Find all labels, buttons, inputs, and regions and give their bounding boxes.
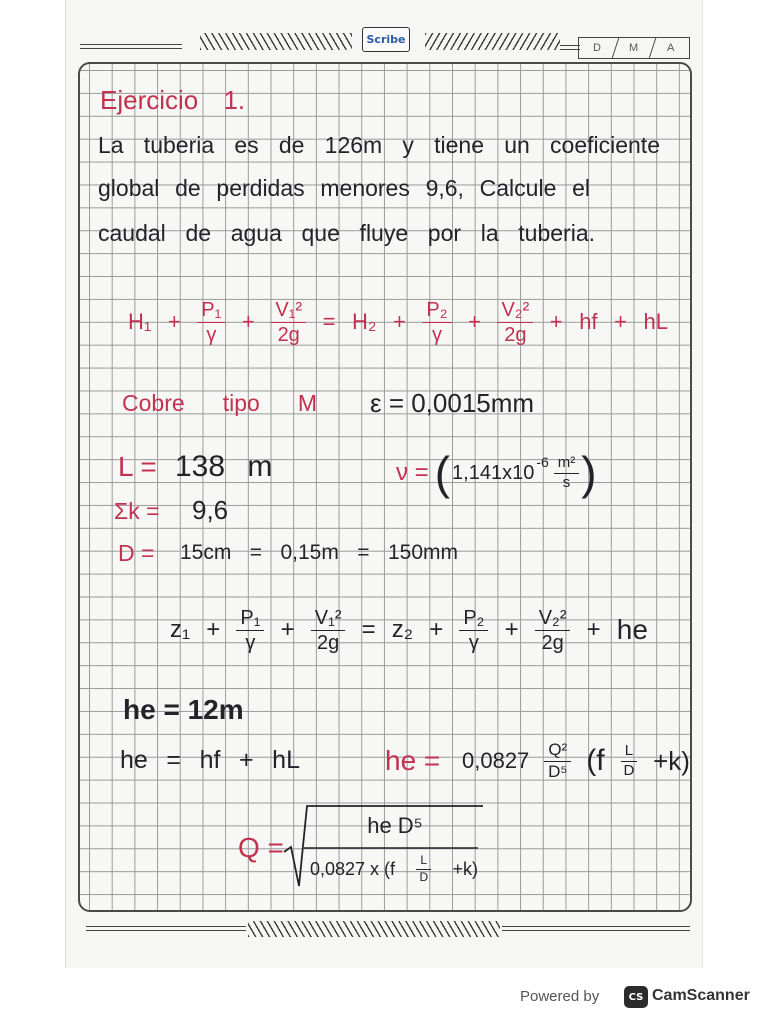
flow-denominator	[310, 852, 478, 886]
fraction-denominator: 2g	[277, 323, 300, 346]
equals-operator: =	[322, 309, 336, 334]
velocity-head-fraction	[271, 299, 306, 346]
plus-operator: +	[167, 309, 181, 334]
roughness-value: ε = 0,0015mm	[370, 388, 535, 418]
equals-operator: =	[361, 616, 376, 643]
close-paren: )	[581, 447, 597, 499]
pressure-head-fraction	[197, 299, 225, 346]
header-slash-band-right	[425, 33, 560, 50]
diameter-value: 15cm = 0,15m = 150mm	[180, 541, 458, 564]
header-rule-right	[560, 45, 580, 50]
velocity-head-fraction	[497, 299, 533, 346]
denominator-right: +k)	[452, 858, 478, 879]
viscosity-expression	[396, 442, 597, 504]
equation-term: hL	[643, 309, 668, 334]
fraction-numerator: V₁²	[271, 299, 306, 323]
diameter-symbol: D =	[118, 540, 155, 566]
total-head-loss: he = 12m	[123, 694, 244, 725]
fraction-numerator: V₂²	[497, 299, 533, 323]
plus-operator: +	[549, 309, 563, 334]
date-label-year: A	[667, 42, 675, 54]
fraction-denominator: 2g	[541, 631, 564, 654]
viscosity-unit-fraction	[554, 455, 580, 491]
darcy-close: +k)	[653, 745, 690, 776]
scribe-logo	[362, 27, 410, 52]
equation-term: H₂	[352, 309, 377, 334]
footer-rule-right	[502, 926, 690, 931]
denominator-left: 0,0827 x (f	[310, 858, 396, 879]
fraction-denominator: D⁵	[548, 761, 568, 781]
date-cell-year	[650, 38, 692, 58]
fraction-denominator: γ	[431, 323, 442, 346]
darcy-expression	[462, 728, 690, 794]
fraction-denominator: D	[419, 869, 429, 884]
darcy-open: (f	[586, 744, 605, 777]
plus-operator: +	[614, 309, 627, 334]
equation-term: z₂	[391, 616, 414, 643]
powered-by-text: Powered by	[520, 988, 600, 1005]
plus-operator: +	[241, 309, 255, 334]
fraction-numerator: P₂	[459, 607, 488, 631]
camscanner-logo-icon	[624, 986, 648, 1008]
equation-term: hf	[579, 309, 598, 334]
velocity-head-fraction	[535, 607, 571, 654]
pressure-head-fraction	[459, 607, 488, 654]
pressure-head-fraction	[236, 607, 264, 654]
darcy-coefficient: 0,0827	[462, 748, 530, 773]
statement-line-1: La tuberia es de 126m y tiene un coeficiente	[98, 132, 660, 158]
plus-operator: +	[206, 616, 221, 643]
statement-line-3: caudal de agua que fluye por la tuberia.	[98, 220, 595, 246]
minor-losses-symbol: Σk =	[114, 498, 160, 524]
date-label-day: D	[593, 42, 601, 54]
material-label: Cobre tipo M	[122, 390, 317, 416]
fraction-denominator: γ	[206, 323, 217, 346]
fraction-numerator: L	[621, 743, 637, 762]
equation-term: z₁	[170, 616, 191, 643]
plus-operator: +	[280, 616, 295, 643]
scribe-logo-text: Scribe	[366, 33, 406, 46]
fraction-denominator: s	[562, 473, 571, 491]
header-rule-left	[80, 44, 182, 49]
statement-line-2: global de perdidas menores 9,6, Calcule el	[98, 175, 590, 201]
head-loss-components: he = hf + hL	[120, 746, 300, 774]
date-box	[578, 37, 690, 59]
date-label-month: M	[629, 42, 639, 54]
fraction-denominator: γ	[468, 631, 479, 654]
plus-operator: +	[504, 616, 519, 643]
camscanner-logo-mark: CS	[628, 991, 644, 1003]
length-diameter-fraction	[415, 854, 432, 883]
equation-term: he	[616, 614, 648, 645]
flow-numerator: he D⁵	[367, 813, 423, 838]
equation-term: H₁	[128, 309, 152, 334]
fraction-denominator: 2g	[316, 631, 340, 654]
viscosity-symbol: ν =	[396, 459, 429, 486]
fraction-numerator: P₁	[197, 299, 225, 323]
plus-operator: +	[429, 616, 444, 643]
length-diameter-fraction	[619, 743, 638, 779]
fraction-numerator: m²	[554, 455, 580, 474]
footer-rule-left	[86, 926, 246, 931]
minor-losses-value: 9,6	[192, 495, 229, 525]
fraction-numerator: V₂²	[535, 607, 571, 631]
header-slash-band-left	[200, 33, 352, 50]
fraction-denominator: D	[623, 761, 635, 779]
length-value: 138 m	[175, 450, 273, 483]
fraction-numerator: P₁	[236, 607, 264, 631]
exercise-title: Ejercicio 1.	[100, 85, 246, 115]
fraction-numerator: V₁²	[311, 607, 346, 631]
pressure-head-fraction	[422, 299, 451, 346]
flow-symbol: Q =	[238, 832, 284, 863]
fraction-numerator: L	[416, 854, 431, 869]
plus-operator: +	[586, 616, 601, 643]
camscanner-brand: CamScanner	[652, 987, 750, 1004]
plus-operator: +	[393, 309, 406, 334]
footer-slash-band	[248, 921, 500, 937]
flow-diameter-fraction	[544, 741, 571, 781]
plus-operator: +	[468, 309, 481, 334]
fraction-denominator: γ	[245, 631, 256, 654]
fraction-numerator: Q²	[544, 741, 571, 762]
energy-equation	[128, 290, 668, 354]
energy-equation-simplified	[170, 596, 648, 664]
fraction-numerator: P₂	[422, 299, 451, 323]
viscosity-mantissa: 1,141x10	[452, 461, 535, 484]
darcy-symbol: he =	[385, 745, 441, 776]
viscosity-exponent: -6	[536, 454, 549, 470]
velocity-head-fraction	[311, 607, 346, 654]
fraction-denominator: 2g	[504, 323, 527, 346]
length-symbol: L =	[118, 451, 157, 482]
open-paren: (	[434, 447, 451, 499]
